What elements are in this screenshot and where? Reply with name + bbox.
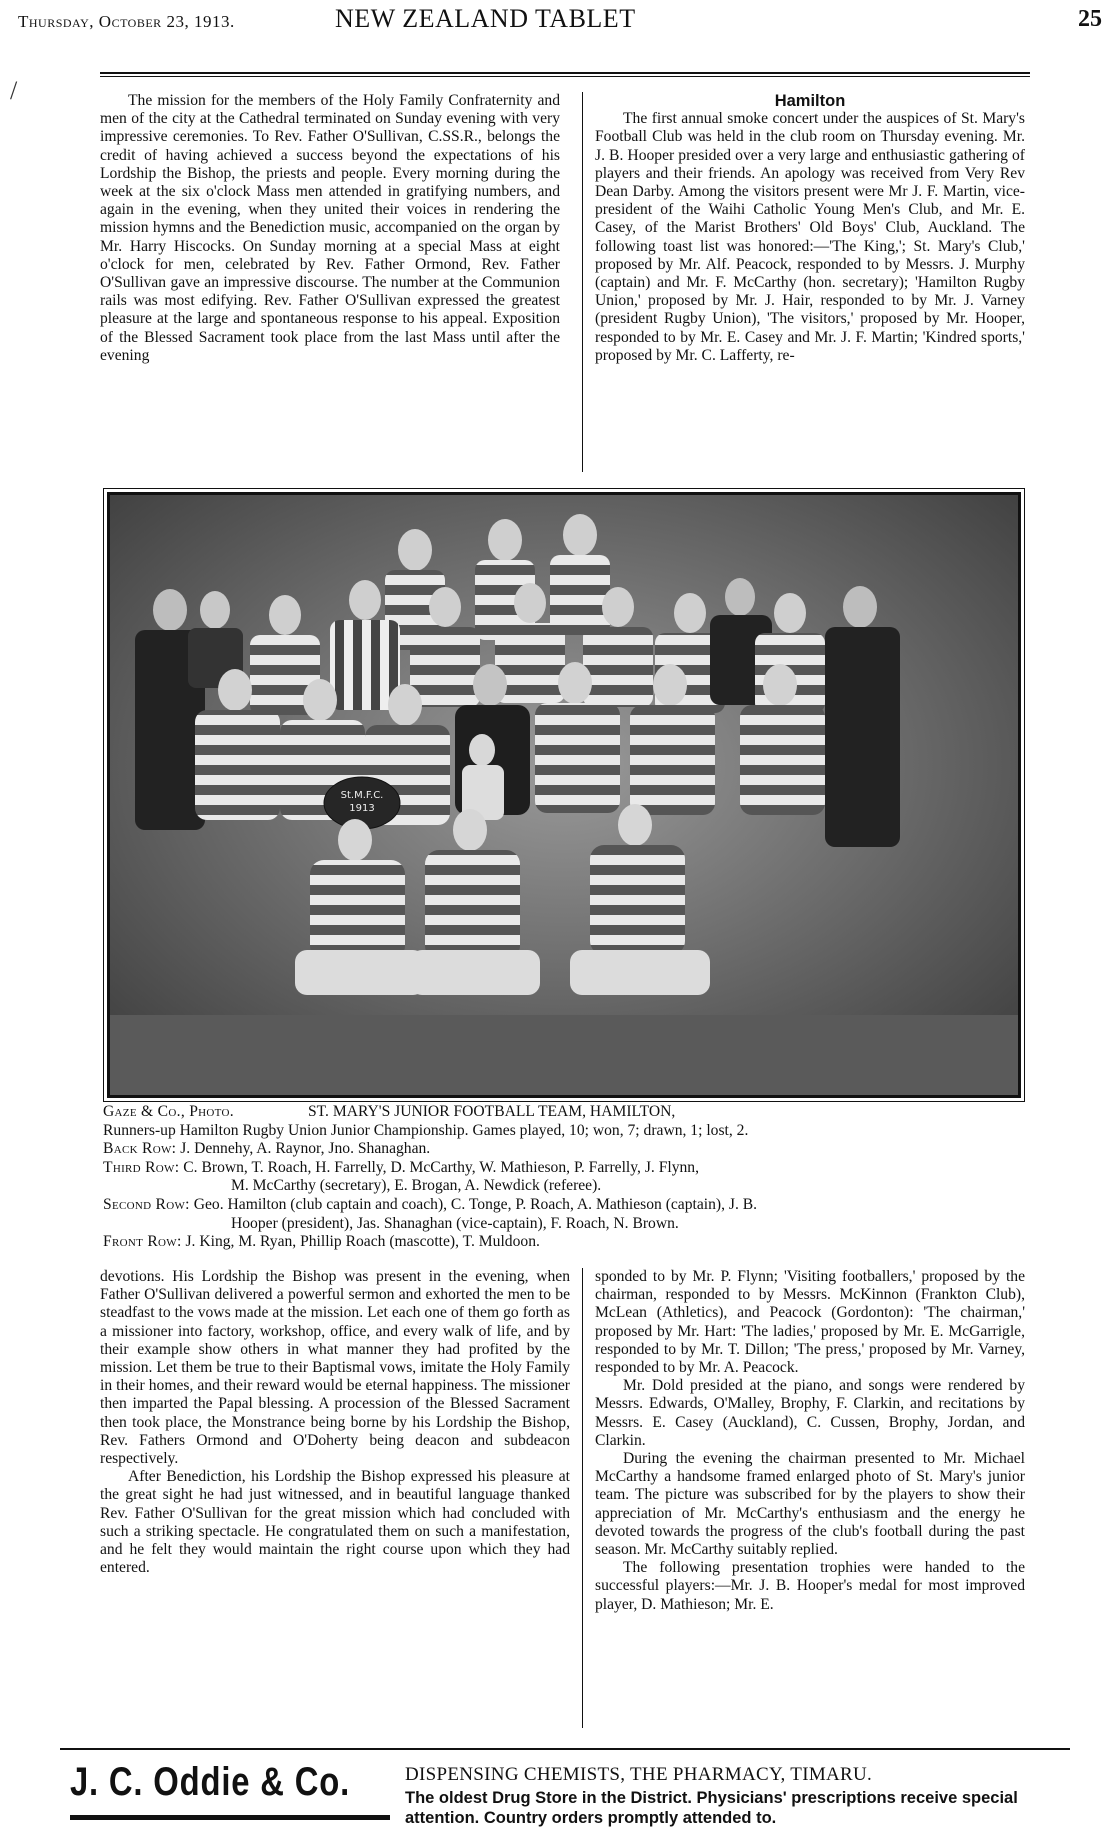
third-row-names-continued: M. McCarthy (secretary), E. Brogan, A. Newdick (referee).: [231, 1177, 602, 1195]
right-column: [595, 92, 1025, 365]
bottom-right-paragraph: The following presentation trophies were handed to the successful players:—Mr. J. B. Hooper's medal for most improved player, D. Mathieson; Mr. E.: [595, 1559, 1025, 1613]
third-row-names: C. Brown, T. Roach, H. Farrelly, D. McCarthy, W. Mathieson, P. Farrelly, J. Flynn,: [183, 1158, 699, 1176]
caption-title-row: [103, 1103, 1023, 1122]
second-row-label: Second Row:: [103, 1195, 190, 1213]
bottom-right-paragraph: During the evening the chairman presented to Mr. Michael McCarthy a handsome framed enlarged photo of St. Mary's junior team. The picture was subscribed for by the players to show their appreciation of Mr. McCarthy's enthusiasm and the energy he devoted towards the progress of the club's football during the past season. Mr. McCarthy suitably replied.: [595, 1450, 1025, 1559]
back-row-names: J. Dennehy, A. Raynor, Jno. Shanaghan.: [180, 1140, 431, 1158]
front-row-names: J. King, M. Ryan, Phillip Roach (mascotte), T. Muldoon.: [185, 1233, 540, 1251]
issue-date: Thursday, October 23, 1913.: [18, 12, 235, 31]
advert-brand-underline: [70, 1815, 390, 1820]
team-photograph: [107, 492, 1021, 1098]
caption-summary: Runners-up Hamilton Rugby Union Junior Championship. Games played, 10; won, 7; drawn, 1; lost, 2.: [103, 1121, 749, 1139]
caption-third-row: [103, 1159, 1023, 1178]
advert-brand: J. C. Oddie & Co.: [70, 1760, 351, 1804]
bottom-left-column: [100, 1268, 570, 1577]
bottom-right-paragraph: Mr. Dold presided at the piano, and songs were rendered by Messrs. Edwards, O'Malley, Brophy, F. Clarkin, and recitations by Messrs. E. Casey (Auckland), C. Cussen, Brophy, Jordan, and Clarkin.: [595, 1377, 1025, 1449]
back-row-label: Back Row:: [103, 1140, 177, 1158]
second-row-names: Geo. Hamilton (club captain and coach), C. Tonge, P. Roach, A. Mathieson (captain), J. B.: [193, 1195, 758, 1213]
front-row-label: Front Row:: [103, 1233, 182, 1251]
team-photo-illustration: [110, 495, 1018, 1095]
section-heading-hamilton: Hamilton: [774, 92, 846, 110]
column-divider: [582, 1268, 583, 1728]
page-number: 25: [1078, 6, 1102, 32]
caption-back-row: [103, 1140, 1023, 1159]
left-column: [100, 92, 560, 365]
caption-second-row: [103, 1196, 1023, 1215]
photo-caption: [103, 1103, 1023, 1252]
masthead-title: NEW ZEALAND TABLET: [335, 4, 636, 33]
left-paragraph: The mission for the members of the Holy Family Confraternity and men of the city at the Cathedral terminated on Sunday evening with very impressive ceremonies. To Rev. Father O'Sullivan, C.SS.R., belongs the credit of having achieved a success beyond the expectations of his Lordship the Bishop, the priests and people. Every morning during the week at the six o'clock Mass men attended in gratifying numbers, and again in the evening, when they united their voices in rendering the mission hymns and the Benediction music, accompanied on the organ by Mr. Harry Hiscocks. On Sunday morning at a special Mass at eight o'clock for men, celebrated by Rev. Father Ormond, Rev. Father O'Sullivan gave an impressive discourse. The number at the Communion rails was most edifying. Rev. Father O'Sullivan expressed the greatest pleasure at the large and spontaneous response to his appeal. Exposition of the Blessed Sacrament took place from the last Mass until after the evening: [100, 92, 560, 364]
advert-heading: DISPENSING CHEMISTS, THE PHARMACY, TIMARU.: [405, 1764, 873, 1785]
advertisement: [60, 1760, 1070, 1835]
header-rule: [100, 72, 1030, 74]
ball-year: 1913: [349, 803, 375, 814]
bottom-left-paragraph: devotions. His Lordship the Bishop was present in the evening, when Father O'Sullivan delivered a powerful sermon and exhorted the men to be steadfast to the vows made at the mission. Let each one of them go forth as a missioner into factory, workshop, office, and every walk of life, and by their example show others in what manner they had profited by the mission. Let them be true to their Baptismal vows, imitate the Holy Family in their homes, and their reward would be eternal happiness. The missioner then imparted the Papal blessing. A procession of the Blessed Sacrament then took place, the Monstrance being borne by his Lordship the Bishop, Rev. Fathers Ormond and O'Doherty being deacon and subdeacon respectively.: [100, 1268, 570, 1468]
ball-lettering: St.M.F.C.: [340, 790, 384, 801]
page-header: [0, 0, 1102, 40]
bottom-left-paragraph: After Benediction, his Lordship the Bishop expressed his pleasure at the great sight he had just witnessed, and in beautiful language thanked Rev. Father O'Sullivan for the great mission which had concluded with such a striking spectacle. He congratulated them on such a manifestation, and he felt they would maintain the right course upon which they had entered.: [100, 1468, 570, 1577]
advert-top-rule: [60, 1748, 1070, 1750]
right-paragraph: The first annual smoke concert under the auspices of St. Mary's Football Club was held in the club room on Thursday evening. Mr. J. B. Hooper presided over a very large and enthusiastic gathering of players and their friends. An apology was received from Very Rev Dean Darby. Among the visitors present were Mr J. F. Martin, vice-president of the Waihi Catholic Young Men's Club, and Mr. E. Casey, of the Marist Brothers' Old Boys' Club, Auckland. The following toast list was honored:—'The King,'; St. Mary's Club,' proposed by Mr. Alf. Peacock, responded to by Messrs. J. Murphy (captain) and Mr. F. McCarthy (hon. secretary); 'Hamilton Rugby Union,' proposed by Mr. J. Hair, responded to by Mr. J. Varney (president Rugby Union), 'The visitors,' proposed by Mr. Hooper, responded to by Mr. E. Casey and Mr. J. F. Martin; 'Kindred sports,' proposed by Mr. C. Lafferty, re-: [595, 110, 1025, 364]
margin-mark: /: [10, 76, 18, 105]
third-row-label: Third Row:: [103, 1158, 180, 1176]
caption-title: ST. MARY'S JUNIOR FOOTBALL TEAM, HAMILTON,: [308, 1103, 676, 1120]
header-rule-thin: [100, 76, 1030, 77]
caption-front-row: [103, 1233, 1023, 1252]
bottom-right-paragraph: sponded to by Mr. P. Flynn; 'Visiting footballers,' proposed by the chairman, responded to by Messrs. McKinnon (Frankton Club), McLean (Athletics), and Peacock (Gordonton): 'The chairman,' proposed by Mr. Hart: 'The ladies,' proposed by Mr. E. McGarrigle, responded to by Mr. T. Dillon; 'The press,' proposed by Mr. Varney, responded to by Mr. A. Peacock.: [595, 1268, 1025, 1377]
advert-text: The oldest Drug Store in the District. Physicians' prescriptions receive special attention. Country orders promptly attended to.: [405, 1789, 1018, 1827]
bottom-right-column: [595, 1268, 1025, 1614]
photo-credit: Gaze & Co., Photo.: [103, 1103, 234, 1120]
column-divider: [582, 92, 583, 472]
second-row-names-continued: Hooper (president), Jas. Shanaghan (vice-captain), F. Roach, N. Brown.: [231, 1214, 679, 1232]
